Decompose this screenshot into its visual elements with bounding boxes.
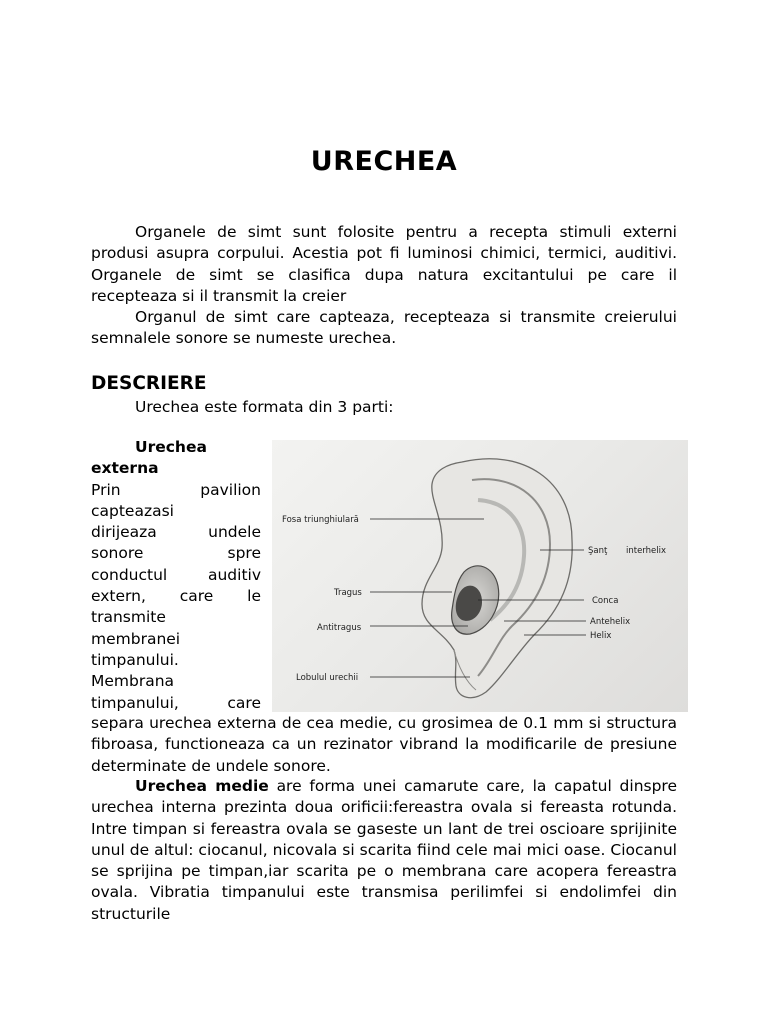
urechea-medie-title: Urechea medie [135, 777, 269, 795]
text-line: dirijeaza undele [91, 523, 261, 542]
urechea-externa-title-line2: externa [91, 459, 159, 478]
urechea-medie-paragraph [91, 776, 677, 925]
text-line: timpanului. [91, 650, 179, 669]
text-line: Prin pavilion [91, 480, 261, 499]
label-conca: Conca [592, 596, 619, 606]
label-sant: Şanţ [588, 546, 608, 556]
urechea-medie-text: are forma unei camarute care, la capatul dinspre urechea interna prezinta doua orificii:fereastra ovala si fereasta rotunda. Intre timpan si fereastra ovala se gaseste un lant de trei oscioare sprijinite unul de altul: ciocanul, nicovala si scarita fiind cele mai mici oase. Ciocanul se sprijina pe timpan,iar scarita pe o membrana care acopera fereastra ovala. Vibratia timpanului este transmisa perilimfei si endolimfei din structurile [91, 777, 678, 923]
intro-section [91, 222, 677, 350]
text-line: capteazasi [91, 501, 174, 520]
urechea-externa-title-line1: Urechea [135, 438, 207, 456]
label-lobul: Lobulul urechii [296, 673, 359, 683]
label-fosa: Fosa triunghiulară [282, 515, 359, 525]
text-line: sonore spre [91, 544, 261, 563]
intro-paragraph-1: Organele de simt sunt folosite pentru a recepta stimuli externi produsi asupra corpului. Acestia pot fi luminosi chimici, termici, auditivi. Organele de simt se clasifica dupa natura excitantului pe care il recepteaza si il transmit la creier [91, 223, 677, 305]
label-tragus: Tragus [334, 588, 362, 598]
section-heading: DESCRIERE [91, 373, 207, 394]
label-antitragus: Antitragus [317, 623, 362, 633]
text-line: extern, care le [91, 587, 261, 606]
urechea-externa-text [91, 480, 261, 714]
text-line: Membrana [91, 672, 175, 691]
label-interhelix: interhelix [626, 546, 667, 556]
ear-outline [422, 459, 572, 698]
intro-paragraph-2: Organul de simt care capteaza, recepteaza si transmite creierului semnalele sonore se numeste urechea. [91, 308, 677, 348]
urechea-externa-continuation: separa urechea externa de cea medie, cu grosimea de 0.1 mm si structura fibroasa, functioneaza ca un rezinator vibrand la modificarile de presiune determinate de undele sonore. [91, 714, 677, 775]
text-line: transmite [91, 608, 166, 627]
text-line: conductul auditiv [91, 565, 261, 584]
parts-line: Urechea este formata din 3 parti: [135, 398, 394, 416]
text-line: membranei [91, 629, 181, 648]
ear-drawing [272, 440, 688, 712]
text-line: timpanului, care [91, 693, 261, 712]
ear-diagram-figure [272, 440, 688, 712]
page-title: URECHEA [310, 146, 458, 177]
label-antehelix: Antehelix [590, 617, 631, 627]
label-helix: Helix [590, 631, 612, 641]
